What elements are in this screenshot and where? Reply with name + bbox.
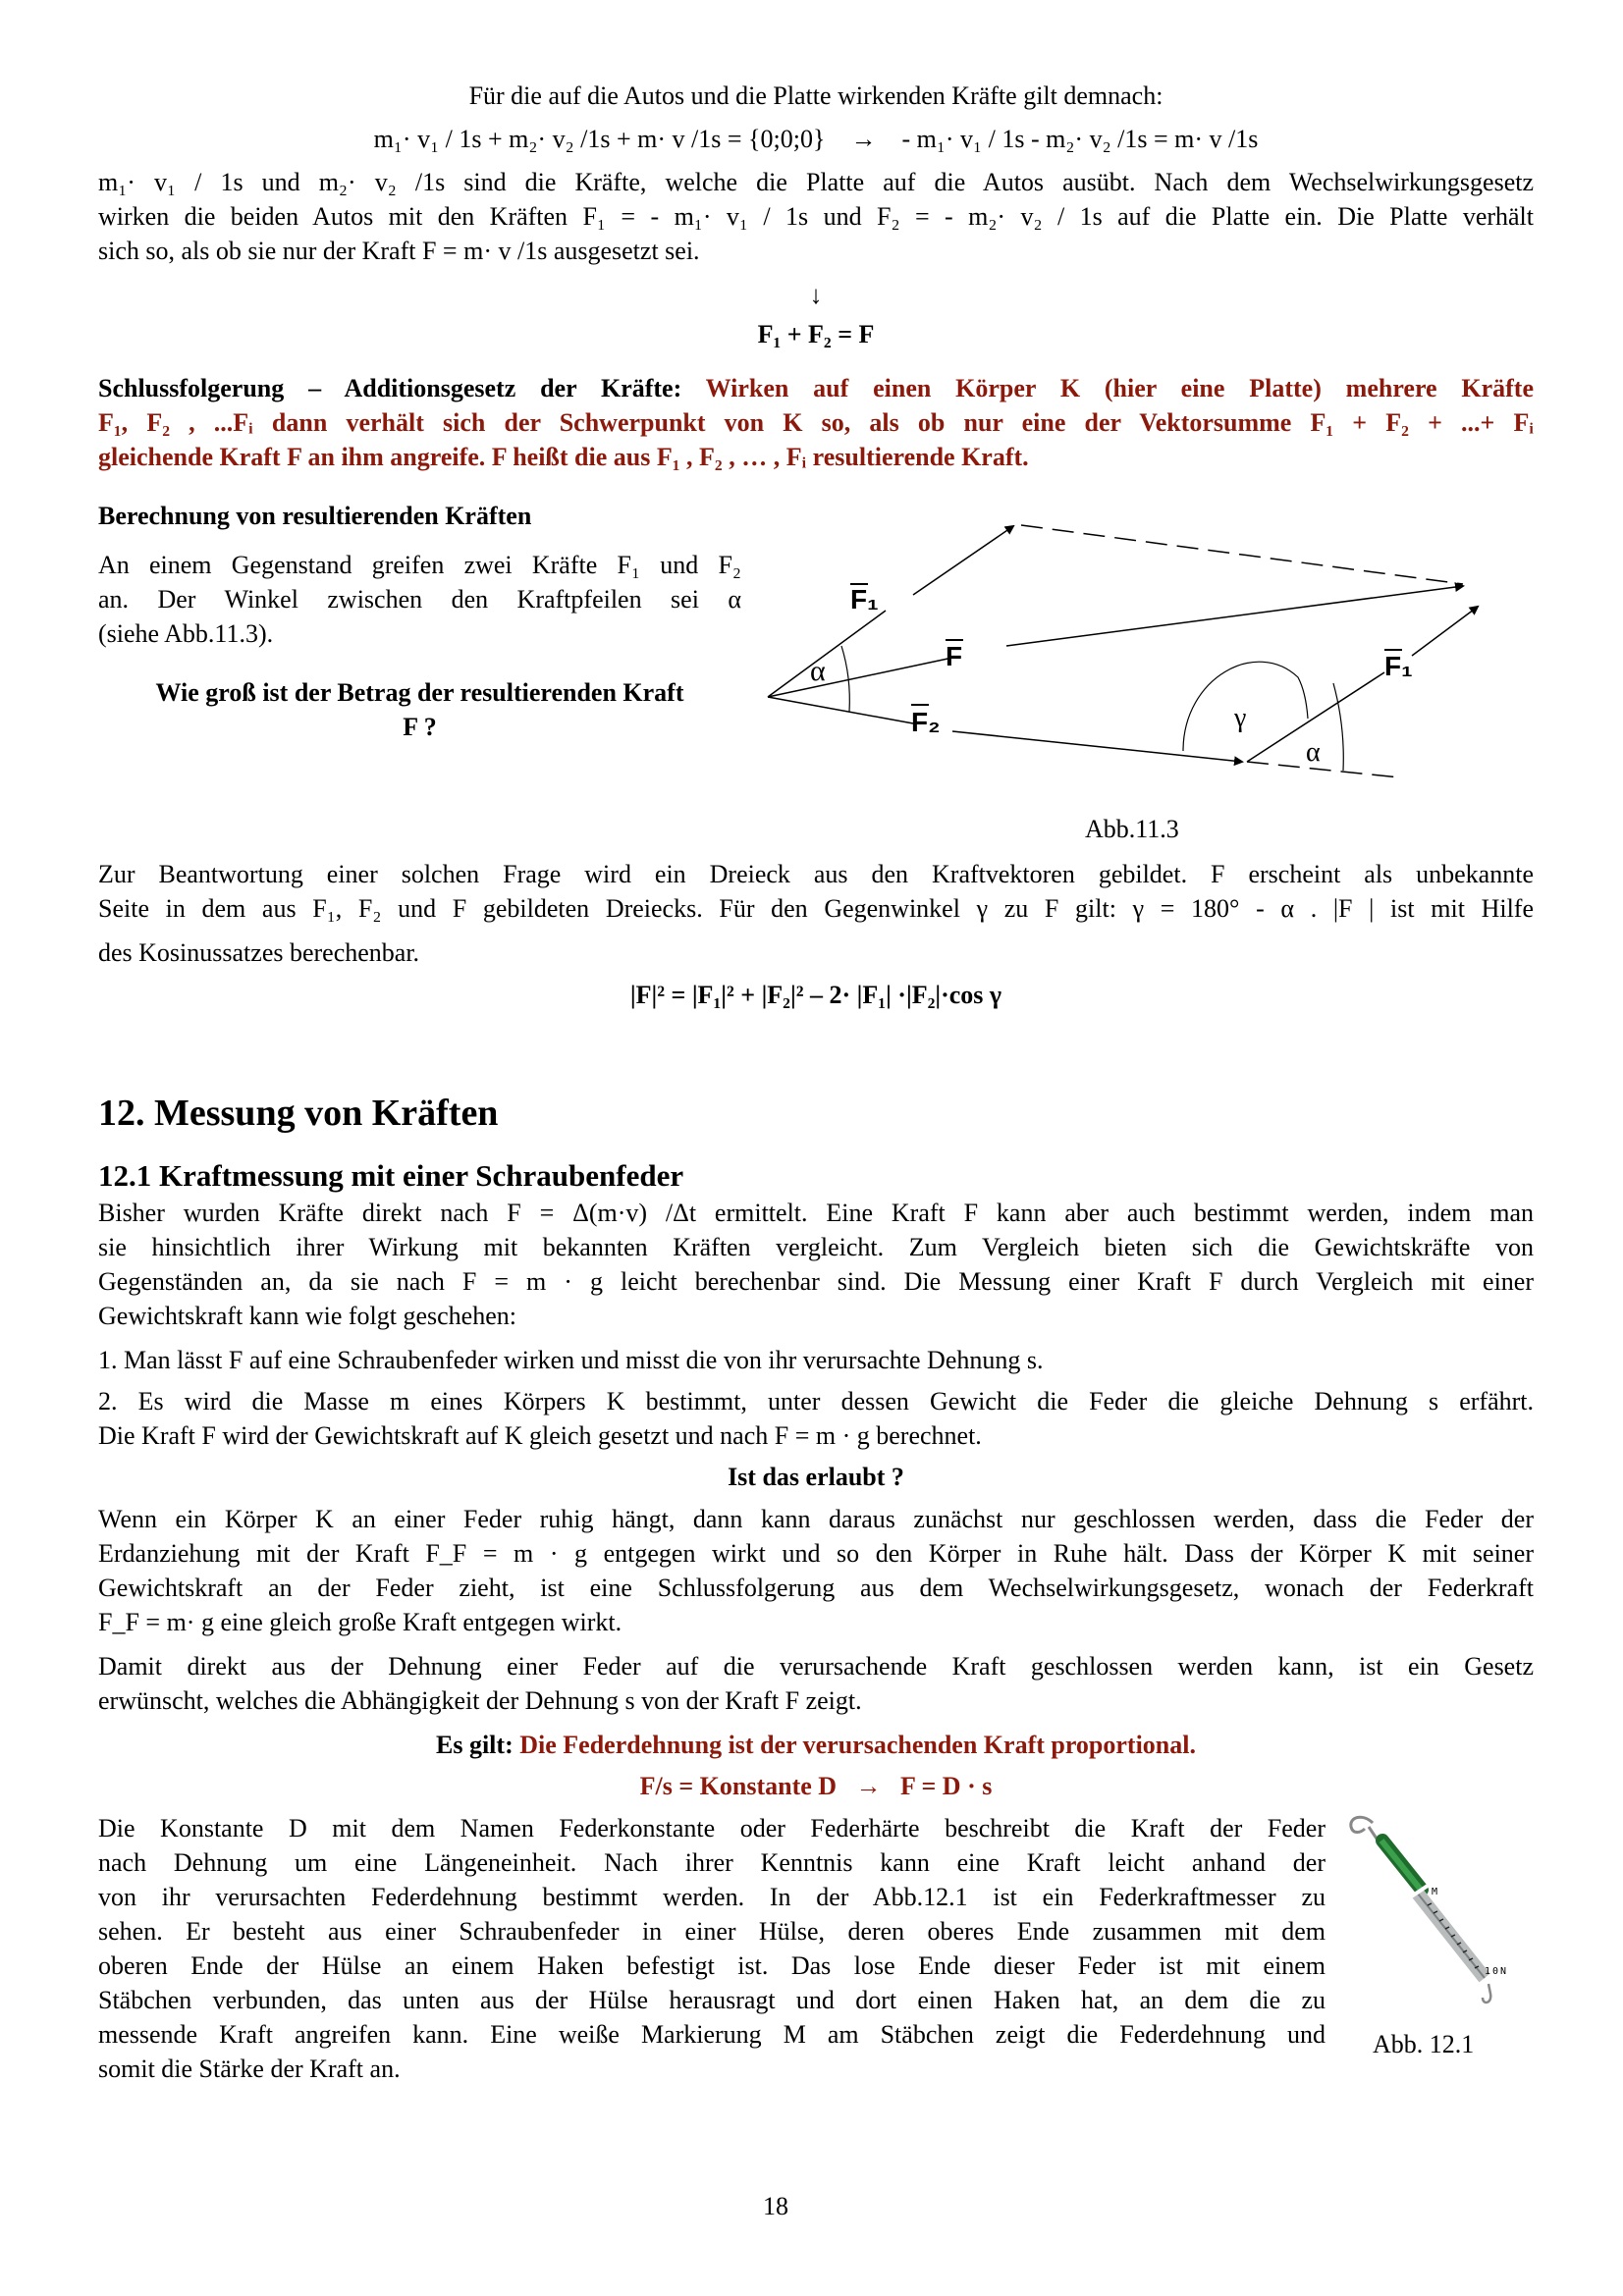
parallelogram-dashed-top xyxy=(1021,525,1463,584)
momentum-equation xyxy=(98,122,1534,156)
f1-shifted-arrow xyxy=(1412,607,1478,656)
step-2: 2. Es wird die Masse m eines Körpers K bestimmt, unter dessen Gewicht die Feder die gleiche Dehnung s erfährt. xyxy=(98,1387,1534,1415)
law-label: Es gilt: xyxy=(436,1731,514,1759)
paragraph-line: F_F = m· g eine gleich große Kraft entgegen wirkt. xyxy=(98,1608,622,1636)
intro-line: Für die auf die Autos und die Platte wirkenden Kräfte gilt demnach: xyxy=(468,81,1163,110)
paragraph-line: Stäbchen verbunden, das unten aus der Hülse herausragt und dort einen Haken hat, an dem die zu xyxy=(98,1986,1325,2014)
resultant-text: An einem Gegenstand greifen zwei Kräfte F₁ und F₂ xyxy=(98,551,741,579)
resultant-text: (siehe Abb.11.3). xyxy=(98,619,274,648)
figure-caption: Abb.11.3 xyxy=(1085,815,1179,843)
paragraph-line: Die Konstante D mit dem Namen Federkonstante oder Federhärte beschreibt die Kraft der Feder xyxy=(98,1814,1325,1842)
conclusion-text: Wirken auf einen Körper K (hier eine Platte) mehrere Kräfte xyxy=(705,374,1535,402)
paragraph-line: oberen Ende der Hülse an einem Haken befestigt ist. Das lose Ende dieser Feder ist mit einem xyxy=(98,1951,1325,1980)
question-text: Ist das erlaubt ? xyxy=(728,1463,904,1491)
equation-right: - m₁· v₁ / 1s - m₂· v₂ /1s = m· v /1s xyxy=(901,125,1259,153)
paragraph-line: Gegenständen an, da sie nach F = m · g leicht berechenbar sind. Die Messung einer Kraft F durch Vergleich mit einer xyxy=(98,1267,1534,1296)
arrow-right-icon: → xyxy=(850,125,877,153)
f2-vector-arrow xyxy=(952,731,1242,762)
paragraph-line: Bisher wurden Kräfte direkt nach F = Δ(m·v) /Δt ermittelt. Eine Kraft F kann aber auch bestimmt werden, indem man xyxy=(98,1199,1534,1227)
paragraph-line: nach Dehnung um eine Längeneinheit. Nach ihrer Kenntnis kann eine Kraft leicht anhand der xyxy=(98,1848,1325,1877)
conclusion-line-2: F₁, F₂ , ...Fᵢ dann verhält sich der Schwerpunkt von K so, als ob nur eine der Vektorsumme F₁ + F₂ + ...+ Fᵢ xyxy=(98,408,1534,437)
label-alpha-right: α xyxy=(1306,737,1321,768)
conclusion-line-3: gleichende Kraft F an ihm angreife. F heißt die aus F₁ , F₂ , … , Fᵢ resultierende Kraft. xyxy=(98,443,1029,471)
paragraph-line: Damit direkt aus der Dehnung einer Feder auf die verursachende Kraft geschlossen werden kann, ist ein Gesetz xyxy=(98,1652,1534,1681)
paragraph-line: Gewichtskraft an der Feder zieht, ist eine Schlussfolgerung aus dem Wechselwirkungsgesetz, wonach der Federkraft xyxy=(98,1574,1534,1602)
step-2: Die Kraft F wird der Gewichtskraft auf K gleich gesetzt und nach F = m · g berechnet. xyxy=(98,1421,982,1450)
paragraph-line: sich so, als ob sie nur der Kraft F = m· v /1s ausgesetzt sei. xyxy=(98,237,700,265)
alpha-arc-left xyxy=(841,646,849,712)
label-alpha-left: α xyxy=(810,655,826,687)
paragraph-line: m₁· v₁ / 1s und m₂· v₂ /1s sind die Kräfte, welche die Platte auf die Autos ausübt. Nach dem Wechselwirkungsgesetz xyxy=(98,168,1534,196)
spring-scale-image xyxy=(1345,1811,1542,2007)
paragraph-line: wirken die beiden Autos mit den Kräften F₁ = - m₁· v₁ / 1s und F₂ = - m₂· v₂ / 1s auf die Platte ein. Die Platte verhält xyxy=(98,202,1534,231)
step-1: 1. Man lässt F auf eine Schraubenfeder wirken und misst die von ihr verursachte Dehnung s. xyxy=(98,1346,1044,1374)
paragraph-line: messende Kraft angreifen kann. Eine weiße Markierung M am Stäbchen zeigt die Federdehnung und xyxy=(98,2020,1325,2049)
scale-label: 10N xyxy=(1485,1966,1509,1977)
answer-text: des Kosinussatzes berechenbar. xyxy=(98,938,420,967)
equation-left: m₁· v₁ / 1s + m₂· v₂ /1s + m· v /1s = {0;0;0} xyxy=(373,125,826,153)
label-gamma: γ xyxy=(1234,703,1247,733)
label-f1-right: F₁ xyxy=(1384,651,1413,681)
law-statement xyxy=(98,1728,1534,1762)
paragraph-line: somit die Stärke der Kraft an. xyxy=(98,2055,401,2083)
question-text: Wie groß ist der Betrag der resultierenden Kraft xyxy=(155,678,684,707)
answer-text: Seite in dem aus F₁, F₂ und F gebildeten Dreiecks. Für den Gegenwinkel γ zu F gilt: γ = 180° - α . |F | ist mit Hilfe xyxy=(98,894,1534,923)
label-f2: F₂ xyxy=(911,707,941,737)
conclusion-line-1 xyxy=(98,371,1534,405)
f2-vector-line xyxy=(768,697,913,723)
paragraph-line: Wenn ein Körper K an einer Feder ruhig hängt, dann kann daraus zunächst nur geschlossen werden, dass die Feder der xyxy=(98,1505,1534,1533)
f-vector-arrow xyxy=(1006,586,1463,646)
bottom-hook-icon xyxy=(1483,1984,1490,2002)
section-title: 12. Messung von Kräften xyxy=(98,1093,499,1134)
subsection-title: 12.1 Kraftmessung mit einer Schraubenfeder xyxy=(98,1158,684,1193)
answer-text: Zur Beantwortung einer solchen Frage wird ein Dreieck aus den Kraftvektoren gebildet. F erscheint als unbekannte xyxy=(98,860,1534,888)
paragraph-line: erwünscht, welches die Abhängigkeit der Dehnung s von der Kraft F zeigt. xyxy=(98,1686,862,1715)
mark-label: M xyxy=(1432,1887,1438,1897)
figure-caption: Abb. 12.1 xyxy=(1373,2030,1475,2058)
resultant-heading: Berechnung von resultierenden Kräften xyxy=(98,502,532,530)
f2-extension-dashed xyxy=(1247,762,1399,777)
down-arrow-icon: ↓ xyxy=(809,281,823,309)
paragraph-line: Gewichtskraft kann wie folgt geschehen: xyxy=(98,1302,516,1330)
alpha-arc-right xyxy=(1333,683,1343,771)
label-f1-top: F₁ xyxy=(850,584,879,614)
paragraph-line: von ihr verursachten Federdehnung bestimmt werden. In der Abb.12.1 ist ein Federkraftmesser zu xyxy=(98,1883,1325,1911)
paragraph-line: sehen. Er besteht aus einer Schraubenfeder in einer Hülse, deren oberes Ende zusammen mit dem xyxy=(98,1917,1325,1946)
question-text: F ? xyxy=(403,713,437,741)
force-diagram xyxy=(756,510,1542,815)
f1-vector-arrow xyxy=(913,526,1013,595)
page-number: 18 xyxy=(763,2192,788,2220)
vector-sum-equation: F₁ + F₂ = F xyxy=(757,320,875,348)
paragraph-line: Erdanziehung mit der Kraft F_F = m · g entgegen wirkt und so den Körper in Ruhe hält. Dass der Körper K mit seiner xyxy=(98,1539,1534,1568)
cosine-law-formula: |F|² = |F₁|² + |F₂|² – 2· |F₁| ·|F₂|·cos γ xyxy=(629,981,1002,1009)
hooke-law-formula: F/s = Konstante D → F = D · s xyxy=(639,1772,993,1800)
label-f: F xyxy=(946,641,963,671)
resultant-text: an. Der Winkel zwischen den Kraftpfeilen sei α xyxy=(98,585,741,614)
paragraph-line: sie hinsichtlich ihrer Wirkung mit bekannten Kräften vergleicht. Zum Vergleich bieten sich die Gewichtskräfte von xyxy=(98,1233,1534,1261)
conclusion-label: Schlussfolgerung – Additionsgesetz der Kräfte: xyxy=(98,374,682,402)
law-text: Die Federdehnung ist der verursachenden Kraft proportional. xyxy=(519,1731,1196,1759)
